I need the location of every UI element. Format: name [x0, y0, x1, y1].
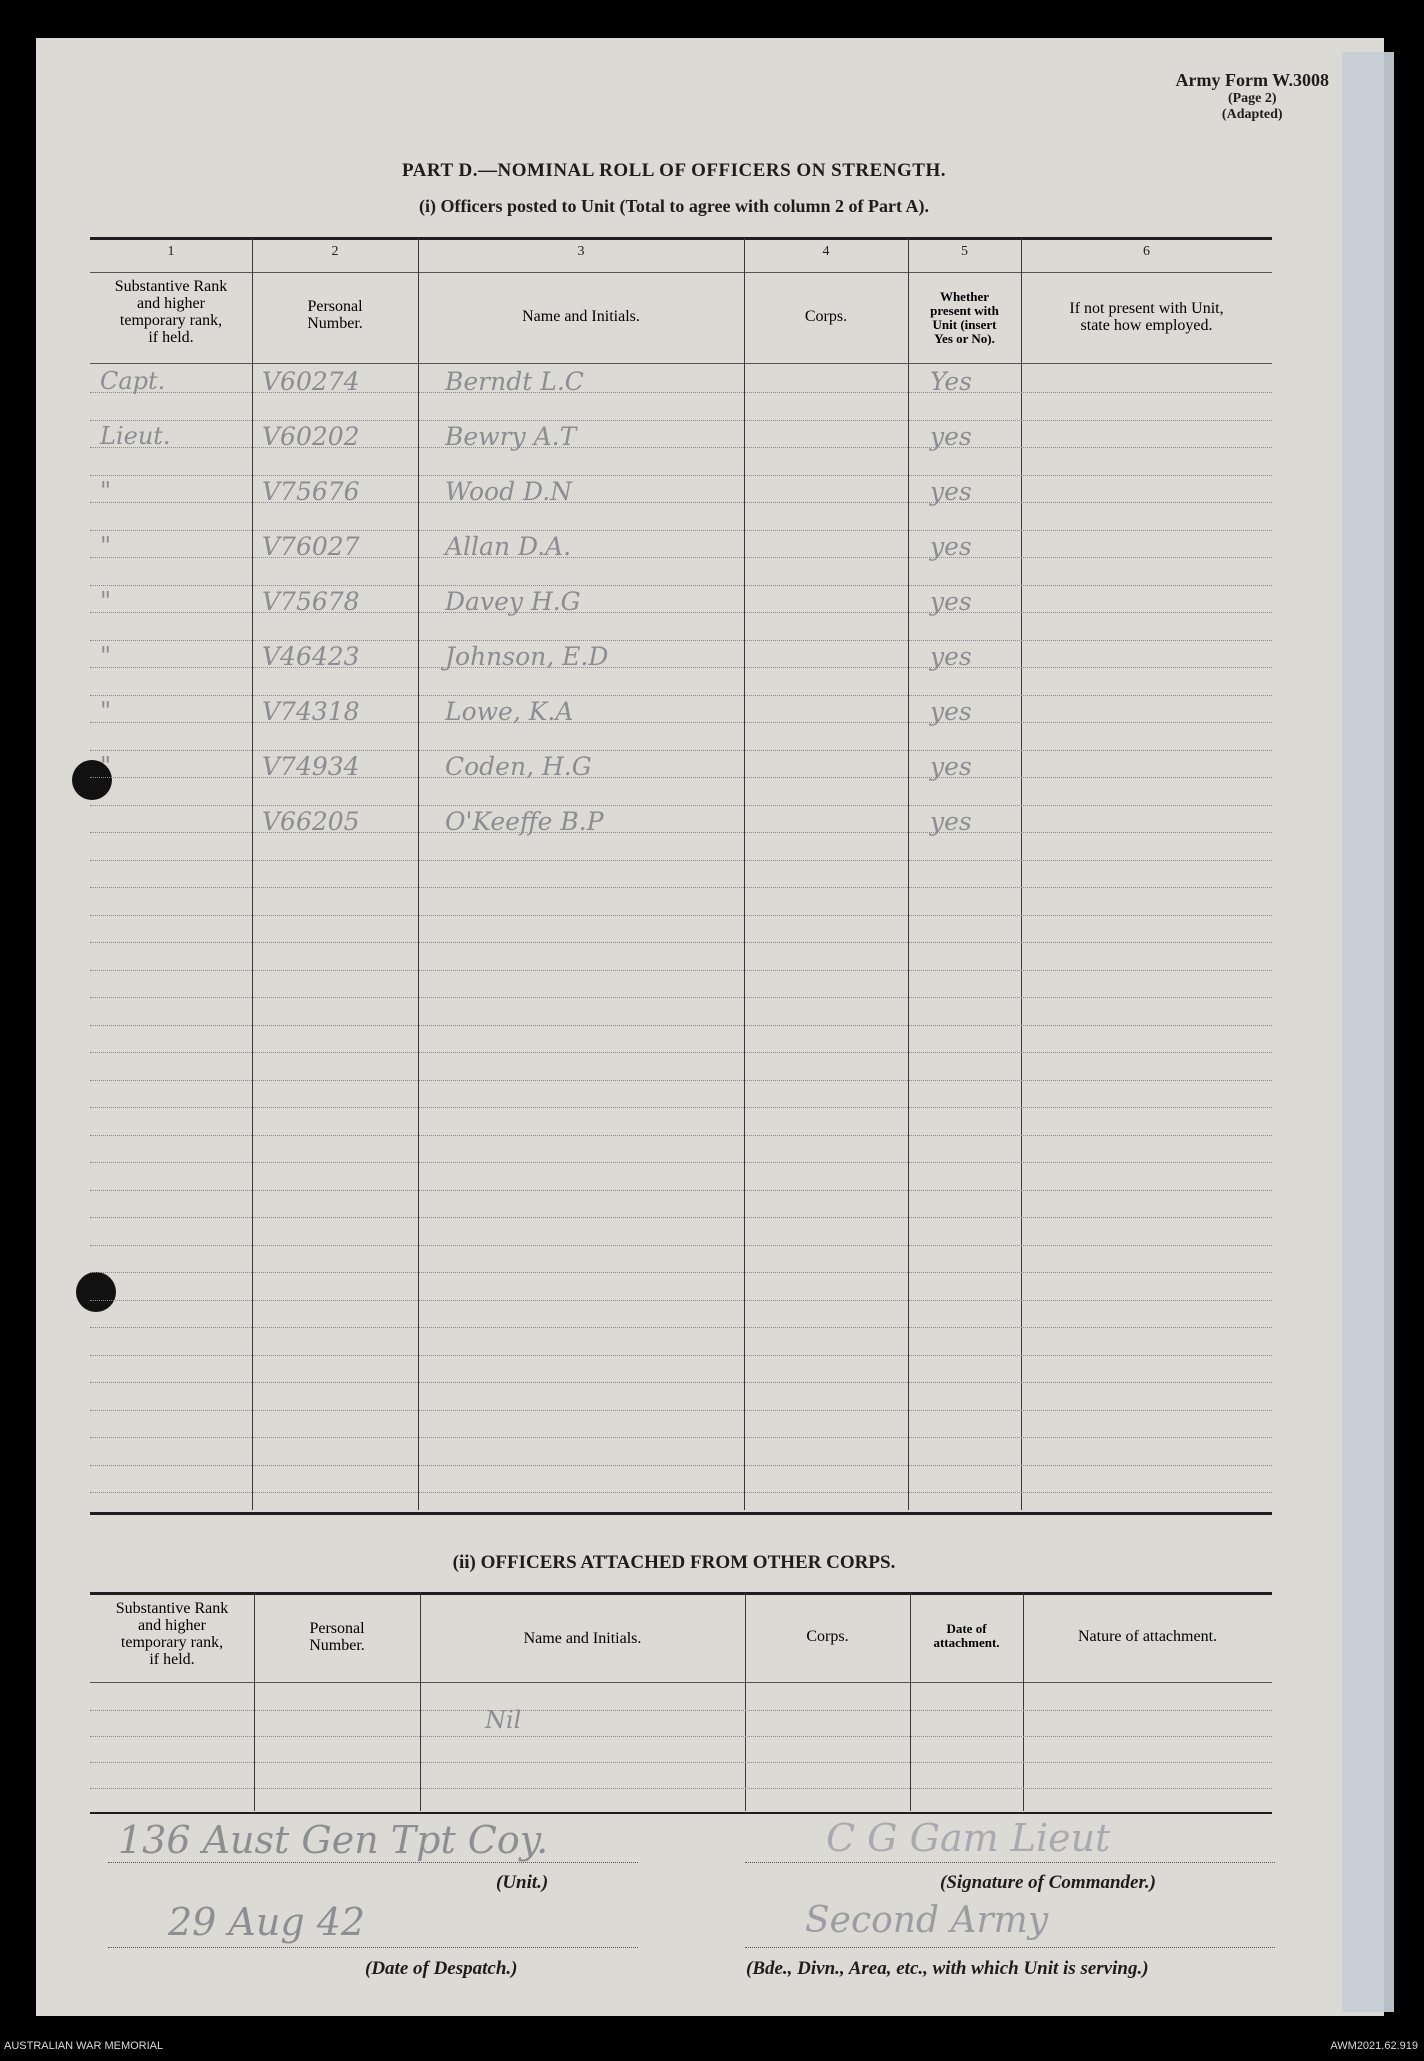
form-page: (Page 2): [1227, 91, 1277, 106]
serving-dotted-line: [745, 1947, 1275, 1948]
ruled-line: [90, 887, 1272, 888]
ruled-line: [90, 1355, 1272, 1356]
ii-header-rank: [90, 1600, 254, 1668]
row-present: yes: [930, 587, 972, 616]
ruled-line: [90, 1410, 1272, 1411]
ruled-line: [90, 1788, 1272, 1789]
header-line: attachment.: [933, 1635, 1000, 1650]
ruled-line: [90, 1382, 1272, 1383]
form-reference: [1176, 70, 1329, 123]
table-bottom-rule: [90, 1512, 1272, 1515]
table-ii-top-rule: [90, 1592, 1272, 1595]
row-rank: ": [100, 587, 112, 615]
form-title: Army Form W.3008: [1175, 70, 1329, 90]
row-present: yes: [930, 532, 972, 561]
header-bottom-rule: [90, 363, 1272, 364]
row-number: V75678: [262, 587, 360, 616]
ruled-line: [90, 695, 1272, 696]
header-line: if held.: [148, 329, 194, 346]
row-name: Lowe, K.A: [445, 697, 574, 726]
header-line: Date of: [946, 1621, 987, 1636]
ruled-line: [90, 750, 1272, 751]
ruled-line: [90, 1135, 1272, 1136]
header-line: and higher: [137, 295, 205, 312]
row-name: Allan D.A.: [445, 532, 572, 561]
row-number: V60202: [262, 422, 360, 451]
ruled-line: [90, 1710, 1272, 1711]
header-line: if held.: [149, 1651, 195, 1668]
row-number: V66205: [262, 807, 360, 836]
ruled-line: [90, 475, 1272, 476]
row-number: V76027: [262, 532, 360, 561]
footer-left: AUSTRALIAN WAR MEMORIAL: [4, 2040, 164, 2052]
row-rank: ": [100, 697, 112, 725]
ruled-line: [90, 1052, 1272, 1053]
ruled-line: [90, 997, 1272, 998]
page-edge-strip-shadow: [1384, 52, 1394, 2012]
part-d-subheading-text: (i) Officers posted to Unit (Total to agree with column 2 of Part A).: [419, 196, 929, 216]
ruled-line: [90, 1080, 1272, 1081]
row-present: yes: [930, 642, 972, 671]
ruled-line: [90, 860, 1272, 861]
row-name: O'Keeffe B.P: [445, 807, 604, 836]
header-line: Number.: [307, 315, 363, 332]
row-name: Bewry A.T: [445, 422, 577, 451]
header-line: Personal: [309, 1620, 365, 1637]
column-divider: [744, 238, 745, 1510]
unit-dotted-line: [108, 1862, 638, 1863]
ii-header-name: Name and Initials.: [523, 1630, 642, 1647]
signature-dotted-line: [745, 1862, 1275, 1863]
column-number: 6: [1143, 244, 1150, 259]
ruled-line: [90, 1107, 1272, 1108]
column-divider: [252, 238, 253, 1510]
row-present: yes: [930, 807, 972, 836]
ruled-line: [90, 585, 1272, 586]
ruled-line: [90, 1762, 1272, 1763]
ruled-line: [90, 1736, 1272, 1737]
column-divider: [908, 238, 909, 1510]
column-divider: [420, 1593, 421, 1811]
row-number: V60274: [262, 367, 360, 396]
column-divider: [1021, 238, 1022, 1510]
ruled-line: [90, 1327, 1272, 1328]
table-top-rule: [90, 237, 1272, 240]
ruled-line: [90, 942, 1272, 943]
column-number: 4: [822, 244, 830, 259]
header-line: Unit (insert: [932, 317, 997, 332]
row-number: V74318: [262, 697, 360, 726]
header-line: If not present with Unit,: [1069, 300, 1224, 317]
header-personal-number: [252, 298, 418, 332]
part-d-heading: PART D.—NOMINAL ROLL OF OFFICERS ON STRENGTH.: [401, 160, 947, 181]
part-d-subheading: [0, 196, 1348, 217]
header-line: state how employed.: [1080, 317, 1213, 334]
row-name: Davey H.G: [445, 587, 581, 616]
despatch-date-label: (Date of Despatch.): [365, 1958, 518, 1979]
header-line: Personal: [307, 298, 363, 315]
column-number: 3: [577, 244, 585, 259]
ii-header-nature: Nature of attachment.: [1077, 1628, 1218, 1645]
ruled-line: [90, 1217, 1272, 1218]
header-line: temporary rank,: [120, 1634, 224, 1651]
column-divider: [745, 1593, 746, 1811]
signature-label: (Signature of Commander.): [940, 1872, 1156, 1893]
ruled-line: [90, 1492, 1272, 1493]
header-line: Yes or No).: [934, 331, 995, 346]
column-number: 2: [331, 244, 339, 259]
punch-hole: [76, 1272, 116, 1312]
ruled-line: [90, 1300, 1272, 1301]
row-rank: Capt.: [100, 367, 166, 395]
header-line: Substantive Rank: [115, 1600, 229, 1617]
row-rank: Lieut.: [100, 422, 171, 450]
row-number: V75676: [262, 477, 360, 506]
despatch-date-value: 29 Aug 42: [168, 1900, 366, 1944]
table-ii-bottom-rule: [90, 1812, 1272, 1814]
ruled-line: [90, 1190, 1272, 1191]
header-corps: Corps.: [804, 308, 848, 325]
attached-nil-entry: Nil: [485, 1706, 522, 1734]
header-line: temporary rank,: [119, 312, 223, 329]
header-present: [908, 290, 1021, 346]
row-present: Yes: [930, 367, 972, 396]
ruled-line: [90, 1437, 1272, 1438]
ii-header-number: [254, 1620, 420, 1654]
ruled-line: [90, 1465, 1272, 1466]
header-rank: [90, 278, 252, 346]
header-line: Substantive Rank: [114, 278, 228, 295]
ruled-line: [90, 530, 1272, 531]
ruled-line: [90, 1162, 1272, 1163]
row-number: V46423: [262, 642, 360, 671]
ruled-line: [90, 1025, 1272, 1026]
row-name: Berndt L.C: [445, 367, 584, 396]
table-ii-header-rule: [90, 1682, 1272, 1683]
row-rank: ": [100, 477, 112, 505]
serving-value: Second Army: [805, 1900, 1049, 1941]
row-number: V74934: [262, 752, 360, 781]
header-line: Number.: [309, 1637, 365, 1654]
column-number: 5: [961, 244, 968, 259]
row-present: yes: [930, 697, 972, 726]
column-number: 1: [167, 244, 175, 259]
ruled-line: [90, 915, 1272, 916]
row-present: yes: [930, 422, 972, 451]
column-number-rule: [90, 272, 1272, 273]
ii-header-corps: Corps.: [806, 1628, 849, 1645]
part-ii-heading: (ii) OFFICERS ATTACHED FROM OTHER CORPS.: [452, 1552, 896, 1573]
ruled-line: [90, 805, 1272, 806]
ruled-line: [90, 640, 1272, 641]
row-present: yes: [930, 752, 972, 781]
signature-value: C G Gam Lieut: [826, 1816, 1111, 1860]
date-dotted-line: [108, 1947, 638, 1948]
column-divider: [418, 238, 419, 1510]
column-divider: [1023, 1593, 1024, 1811]
footer-right: AWM2021.62.919: [1330, 2040, 1418, 2052]
row-rank: ": [100, 752, 112, 780]
header-line: present with: [930, 303, 999, 318]
row-present: yes: [930, 477, 972, 506]
row-name: Johnson, E.D: [445, 642, 609, 671]
row-name: Wood D.N: [445, 477, 573, 506]
ruled-line: [90, 420, 1272, 421]
header-employed: [1021, 300, 1272, 334]
unit-value: 136 Aust Gen Tpt Coy.: [118, 1818, 549, 1862]
unit-label: (Unit.): [496, 1872, 549, 1893]
row-rank: ": [100, 532, 112, 560]
ruled-line: [90, 970, 1272, 971]
header-name: Name and Initials.: [522, 308, 640, 325]
row-name: Coden, H.G: [445, 752, 592, 781]
serving-label: (Bde., Divn., Area, etc., with which Unit is serving.): [746, 1958, 1149, 1979]
header-line: Whether: [939, 289, 990, 304]
row-rank: ": [100, 642, 112, 670]
form-adapted: (Adapted): [1221, 107, 1283, 122]
ruled-line: [90, 1272, 1272, 1273]
ii-header-date: [910, 1622, 1023, 1650]
header-line: and higher: [138, 1617, 206, 1634]
ruled-line: [90, 1245, 1272, 1246]
